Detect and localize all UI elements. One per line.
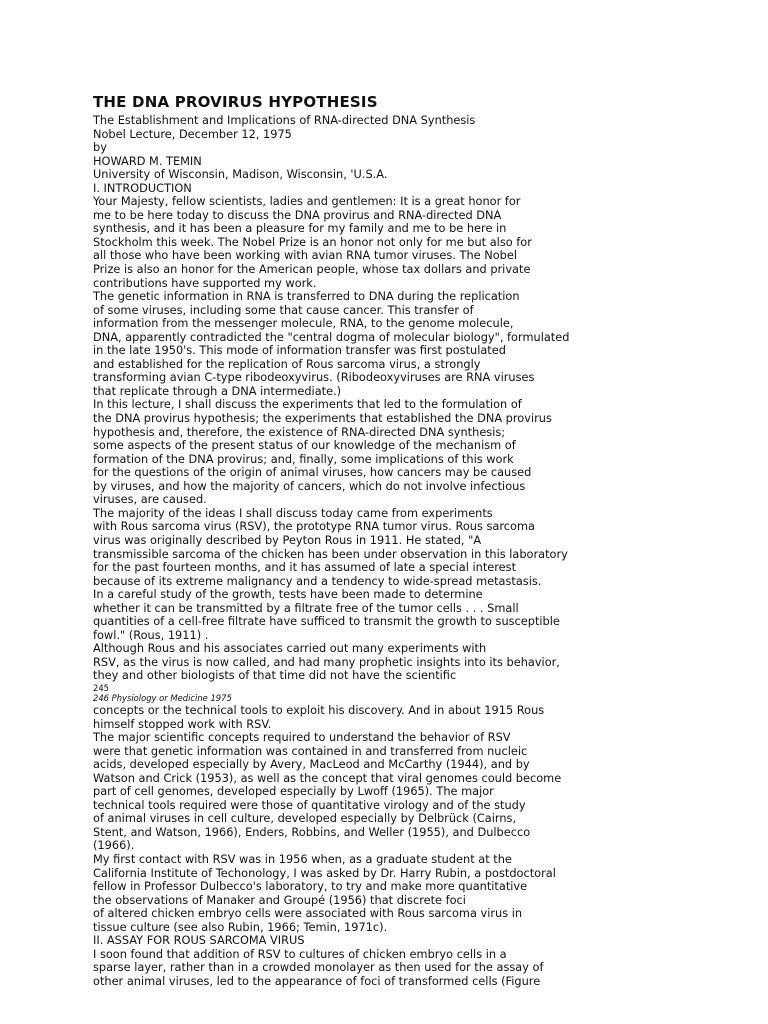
- text-line: Stent, and Watson, 1966), Enders, Robbins, and Weller (1955), and Dulbecco: [93, 824, 531, 839]
- text-line: of some viruses, including some that cause cancer. This transfer of: [93, 302, 474, 317]
- text-line: hypothesis and, therefore, the existence of RNA-directed DNA synthesis;: [93, 424, 506, 439]
- text-line: part of cell genomes, developed especially by Lwoff (1965). The major: [93, 784, 494, 799]
- page-number: 245: [93, 682, 109, 693]
- text-line: that replicate through a DNA intermediate.): [93, 383, 342, 398]
- text-line: and established for the replication of Rous sarcoma virus, a strongly: [93, 356, 481, 371]
- text-line: by viruses, and how the majority of cancers, which do not involve infectious: [93, 478, 526, 493]
- text-line: of animal viruses in cell culture, developed especially by Delbrück (Cairns,: [93, 811, 517, 826]
- text-line: University of Wisconsin, Madison, Wisconsin, 'U.S.A.: [93, 167, 388, 182]
- text-line: the observations of Manaker and Groupé (1956) that discrete foci: [93, 892, 466, 907]
- text-line: I soon found that addition of RSV to cultures of chicken embryo cells in a: [93, 946, 507, 961]
- text-line: acids, developed especially by Avery, MacLeod and McCarthy (1944), and by: [93, 757, 530, 772]
- text-line: Stockholm this week. The Nobel Prize is an honor not only for me but also for: [93, 234, 532, 249]
- text-line: viruses, are caused.: [93, 492, 207, 507]
- text-line: by: [93, 140, 107, 155]
- text-line: other animal viruses, led to the appearance of foci of transformed cells (Figure: [93, 973, 541, 988]
- text-line: II. ASSAY FOR ROUS SARCOMA VIRUS: [93, 933, 305, 948]
- text-line: himself stopped work with RSV.: [93, 716, 272, 731]
- text-line: they and other biologists of that time did not have the scientific: [93, 668, 457, 683]
- text-line: Watson and Crick (1953), as well as the concept that viral genomes could become: [93, 770, 562, 785]
- text-line: HOWARD M. TEMIN: [93, 153, 202, 168]
- text-line: Nobel Lecture, December 12, 1975: [93, 126, 292, 141]
- text-line: me to be here today to discuss the DNA provirus and RNA-directed DNA: [93, 207, 502, 222]
- text-line: (1966).: [93, 838, 135, 853]
- text-line: fellow in Professor Dulbecco's laboratory, to try and make more quantitative: [93, 879, 528, 894]
- text-line: RSV, as the virus is now called, and had many prophetic insights into its behavior,: [93, 654, 560, 669]
- text-line: The genetic information in RNA is transferred to DNA during the replication: [93, 289, 520, 304]
- text-line: In a careful study of the growth, tests have been made to determine: [93, 587, 483, 602]
- text-line: of altered chicken embryo cells were associated with Rous sarcoma virus in: [93, 906, 523, 921]
- text-line: contributions have supported my work.: [93, 275, 317, 290]
- lecture-text-block-2: [93, 704, 753, 988]
- text-line: virus was originally described by Peyton Rous in 1911. He stated, "A: [93, 532, 482, 547]
- text-line: whether it can be transmitted by a filtrate free of the tumor cells . . . Small: [93, 600, 519, 615]
- text-line: Although Rous and his associates carried out many experiments with: [93, 641, 487, 656]
- text-line: Your Majesty, fellow scientists, ladies and gentlemen: It is a great honor for: [93, 194, 521, 209]
- text-line: fowl." (Rous, 1911) .: [93, 627, 209, 642]
- text-line: I. INTRODUCTION: [93, 180, 192, 195]
- text-line: quantities of a cell-free filtrate have sufficed to transmit the growth to susceptible: [93, 614, 560, 629]
- text-line: In this lecture, I shall discuss the experiments that led to the formulation of: [93, 397, 522, 412]
- text-line: were that genetic information was contained in and transferred from nucleic: [93, 743, 528, 758]
- text-line: with Rous sarcoma virus (RSV), the prototype RNA tumor virus. Rous sarcoma: [93, 519, 535, 534]
- document-title: THE DNA PROVIRUS HYPOTHESIS: [93, 93, 378, 111]
- document-page: [93, 93, 753, 988]
- text-line: information from the messenger molecule, RNA, to the genome molecule,: [93, 316, 514, 331]
- text-line: formation of the DNA provirus; and, finally, some implications of this work: [93, 451, 514, 466]
- text-line: because of its extreme malignancy and a tendency to wide-spread metastasis.: [93, 573, 542, 588]
- text-line: all those who have been working with avian RNA tumor viruses. The Nobel: [93, 248, 517, 263]
- text-line: some aspects of the present status of our knowledge of the mechanism of: [93, 438, 516, 453]
- text-line: My first contact with RSV was in 1956 when, as a graduate student at the: [93, 851, 512, 866]
- text-line: The majority of the ideas I shall discuss today came from experiments: [93, 505, 493, 520]
- text-line: concepts or the technical tools to exploit his discovery. And in about 1915 Rous: [93, 702, 545, 717]
- text-line: in the late 1950's. This mode of information transfer was first postulated: [93, 343, 506, 358]
- text-line: technical tools required were those of quantitative virology and of the study: [93, 797, 526, 812]
- text-line: synthesis, and it has been a pleasure for my family and me to be here in: [93, 221, 507, 236]
- text-line: The major scientific concepts required to understand the behavior of RSV: [93, 730, 511, 745]
- text-line: for the questions of the origin of animal viruses, how cancers may be caused: [93, 465, 532, 480]
- text-line: The Establishment and Implications of RNA-directed DNA Synthesis: [93, 113, 476, 127]
- text-line: the DNA provirus hypothesis; the experiments that established the DNA provirus: [93, 411, 552, 426]
- text-line: for the past fourteen months, and it has assumed of late a special interest: [93, 560, 517, 575]
- text-line: tissue culture (see also Rubin, 1966; Temin, 1971c).: [93, 919, 388, 934]
- text-line: sparse layer, rather than in a crowded monolayer as then used for the assay of: [93, 960, 544, 975]
- text-line: California Institute of Techonology, I was asked by Dr. Harry Rubin, a postdoctoral: [93, 865, 556, 880]
- text-line: transmissible sarcoma of the chicken has been under observation in this laboratory: [93, 546, 568, 561]
- running-header: 246 Physiology or Medicine 1975: [93, 693, 232, 704]
- text-line: transforming avian C-type ribodeoxyvirus. (Ribodeoxyviruses are RNA viruses: [93, 370, 535, 385]
- text-line: DNA, apparently contradicted the "central dogma of molecular biology", formulated: [93, 329, 570, 344]
- lecture-text-block-1: [93, 114, 753, 683]
- text-line: Prize is also an honor for the American people, whose tax dollars and private: [93, 262, 531, 277]
